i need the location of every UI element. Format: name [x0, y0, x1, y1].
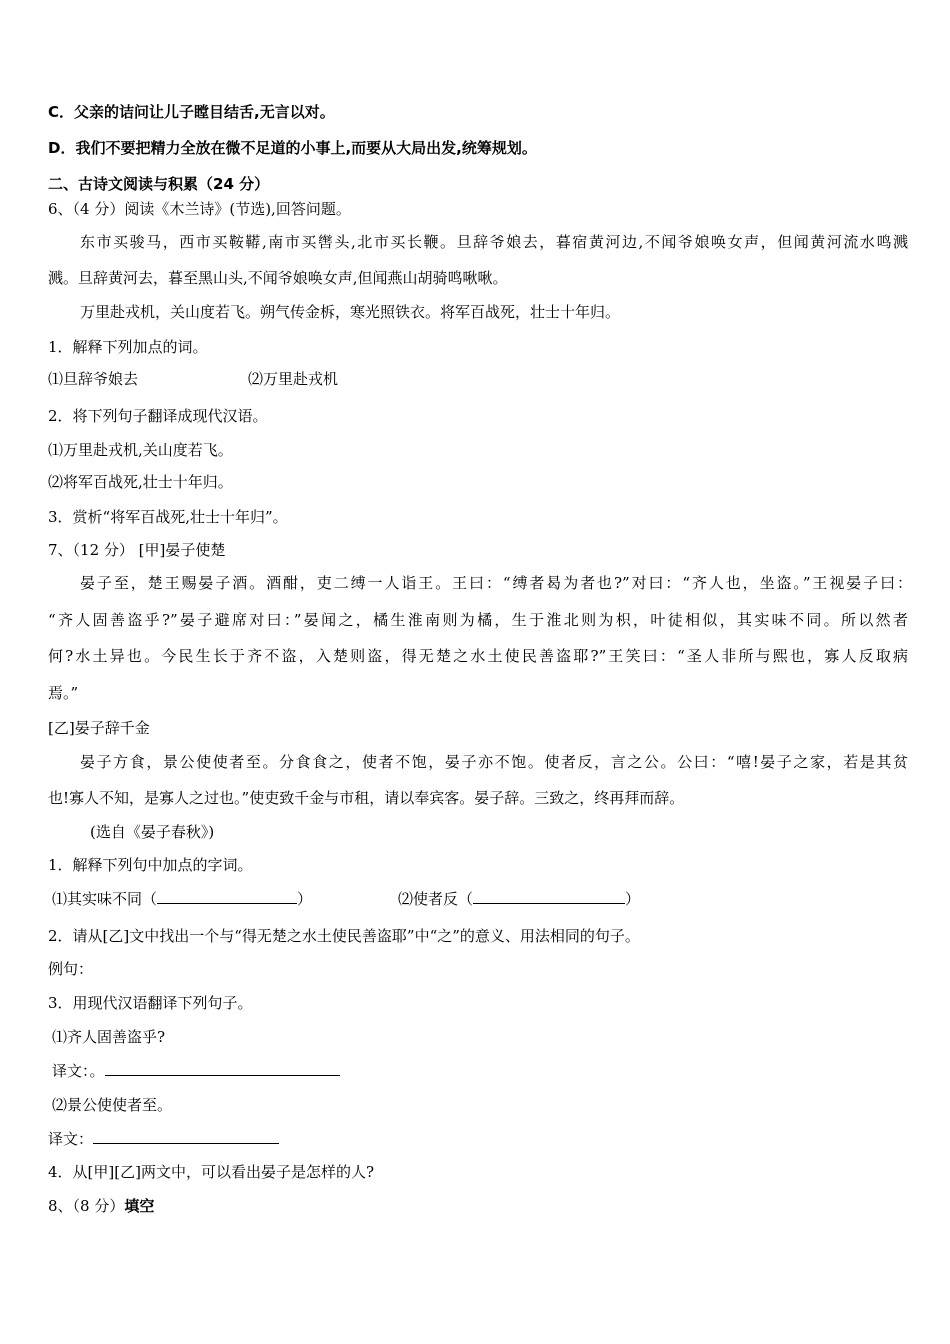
item: ⑵将军百战死,壮士十年归。	[48, 473, 233, 491]
fill-blank-row	[52, 889, 910, 909]
sub-question: 1．解释下列句中加点的字词。	[48, 856, 253, 874]
poem-line: 溅。旦辞黄河去，暮至黑山头,不闻爷娘唤女声,但闻燕山胡骑鸣啾啾。	[48, 269, 508, 287]
item: ）	[625, 890, 641, 908]
sub-question: 3．赏析“将军百战死,壮士十年归”。	[48, 508, 288, 526]
question-6-title: 6、（4 分）阅读《木兰诗》(节选),回答问题。	[48, 200, 351, 218]
sub-question: 3．用现代汉语翻译下列句子。	[48, 994, 253, 1012]
sub-question: 2．请从[乙]文中找出一个与“得无楚之水土使民善盗耶”中“之”的意义、用法相同的句子。	[48, 927, 640, 945]
poem-line: 万里赴戎机，关山度若飞。朔气传金柝，寒光照铁衣。将军百战死，壮士十年归。	[80, 303, 621, 321]
question-8-type: 填空	[124, 1197, 155, 1215]
option-c: C．父亲的诘问让儿子瞠目结舌,无言以对。	[48, 103, 335, 121]
item: ⑵使者反（	[398, 890, 474, 908]
item: ⑴齐人固善盗乎?	[52, 1028, 166, 1046]
answer-blank[interactable]	[93, 1129, 279, 1144]
item: ⑵万里赴戎机	[248, 370, 339, 388]
example-label: 例句：	[48, 960, 94, 978]
question-7-title: 7、（12 分） [甲]晏子使楚	[48, 541, 226, 559]
passage-line: 也!寡人不知，是寡人之过也。”使吏致千金与市租，请以奉宾客。晏子辞。三致之，终再拜而辞。	[48, 789, 685, 807]
question-8-number: 8、（8 分）	[48, 1197, 125, 1215]
answer-blank[interactable]	[105, 1061, 340, 1076]
answer-blank[interactable]	[157, 889, 297, 904]
item: ⑴旦辞爷娘去	[48, 370, 139, 388]
item: ⑴万里赴戎机,关山度若飞。	[48, 441, 233, 459]
option-d: D．我们不要把精力全放在微不足道的小事上,而要从大局出发,统筹规划。	[48, 139, 537, 157]
translation-row	[52, 1061, 910, 1081]
sub-question-items	[48, 369, 910, 389]
answer-blank[interactable]	[473, 889, 625, 904]
passage-line: 焉。”	[48, 684, 79, 702]
source-note: (选自《晏子春秋》)	[90, 823, 215, 841]
sub-question: 4．从[甲][乙]两文中，可以看出晏子是怎样的人?	[48, 1163, 374, 1181]
item: ⑴其实味不同（	[52, 890, 158, 908]
passage-line: “齐人固善盗乎?”晏子避席对曰：”晏闻之，橘生淮南则为橘，生于淮北则为枳，叶徒相似，其实味不同。所以然者	[48, 611, 908, 629]
translation-label: 译文：	[48, 1130, 94, 1148]
translation-row	[48, 1129, 910, 1149]
section-heading: 二、古诗文阅读与积累（24 分）	[48, 175, 270, 193]
passage-title: [乙]晏子辞千金	[48, 719, 150, 737]
sub-question: 2．将下列句子翻译成现代汉语。	[48, 407, 268, 425]
question-8-title	[48, 1196, 910, 1216]
item: ）	[297, 890, 313, 908]
poem-line: 东市买骏马，西市买鞍鞯,南市买辔头,北市买长鞭。旦辞爷娘去，暮宿黄河边,不闻爷娘唤女声，但闻黄河流水鸣溅	[80, 233, 908, 251]
passage-line: 晏子方食，景公使使者至。分食食之，使者不饱，晏子亦不饱。使者反，言之公。公曰：“嘻!晏子之家，若是其贫	[80, 753, 908, 771]
sub-question: 1．解释下列加点的词。	[48, 338, 208, 356]
passage-line: 何?水土异也。今民生长于齐不盗，入楚则盗，得无楚之水土使民善盗耶?”王笑曰：“圣人非所与熙也，寡人反取病	[48, 647, 908, 665]
translation-label: 译文：。	[52, 1062, 105, 1080]
item: ⑵景公使使者至。	[52, 1096, 173, 1114]
passage-line: 晏子至，楚王赐晏子酒。酒酣，吏二缚一人诣王。王曰：“缚者曷为者也?”对曰：“齐人也，坐盗。”王视晏子曰：	[80, 574, 912, 592]
